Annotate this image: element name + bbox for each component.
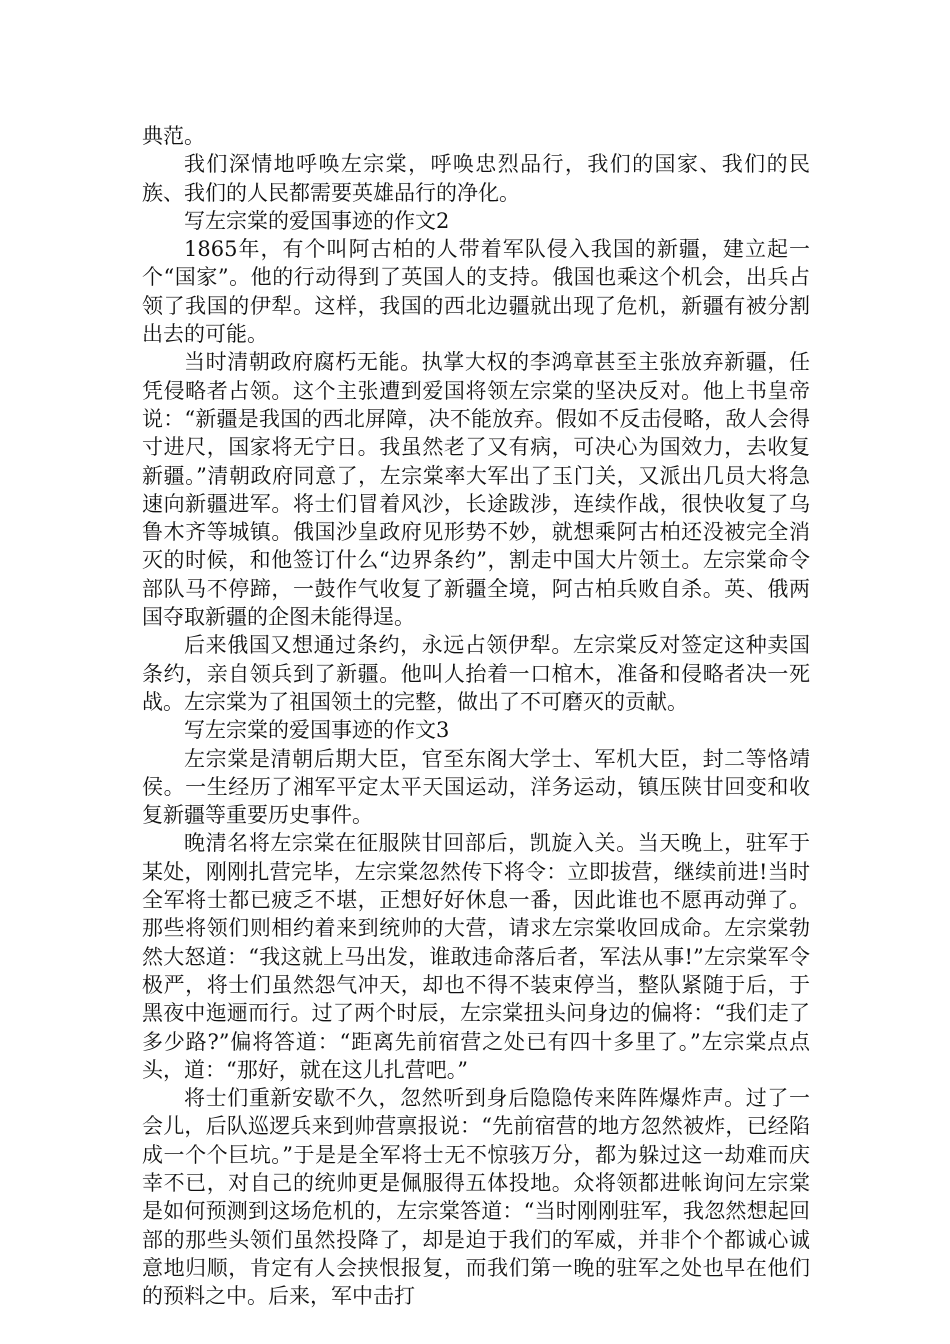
paragraph-ili-treaty: 后来俄国又想通过条约，永远占领伊犁。左宗棠反对签定这种卖国条约，亲自领兵到了新疆。他叫人抬着一口棺木，准备和侵略者决一死战。左宗棠为了祖国领土的完整，做出了不可磨灭的贡献。 (142, 633, 810, 714)
paragraph-call-to-heroism: 我们深情地呼唤左宗棠，呼唤忠烈品行，我们的国家、我们的民族、我们的人民都需要英雄品行的净化。 (142, 152, 810, 205)
paragraph-continuation: 典范。 (142, 124, 205, 148)
paragraph-night-march: 晚清名将左宗棠在征服陕甘回部后，凯旋入关。当天晚上，驻军于某处，刚刚扎营完毕，左宗棠忽然传下将令：立即拔营，继续前进!当时全军将士都已疲乏不堪，正想好好休息一番，因此谁也不愿再动弹了。那些将领们则相约着来到统帅的大营，请求左宗棠收回成命。左宗棠勃然大怒道：“我这就上马出发，谁敢违命落后者，军法从事!”左宗棠军令极严，将士们虽然怨气冲天，却也不得不装束停当，整队紧随于后，于黑夜中迤逦而行。过了两个时辰，左宗棠扭头问身边的偏将：“我们走了多少路?”偏将答道：“距离先前宿营之处已有四十多里了。”左宗棠点点头，道：“那好，就在这儿扎营吧。” (142, 831, 810, 1082)
paragraph-1865-invasion: 1865年，有个叫阿古柏的人带着军队侵入我国的新疆，建立起一个“国家”。他的行动得到了英国人的支持。俄国也乘这个机会，出兵占领了我国的伊犁。这样，我国的西北边疆就出现了危机，新疆有被分割出去的可能。 (142, 237, 810, 347)
paragraph-biography: 左宗棠是清朝后期大臣，官至东阁大学士、军机大臣，封二等恪靖侯。一生经历了湘军平定太平天国运动，洋务运动，镇压陕甘回变和收复新疆等重要历史事件。 (142, 746, 810, 828)
section-heading-essay-2: 写左宗棠的爱国事迹的作文2 (184, 208, 450, 233)
document-body (142, 122, 810, 1310)
paragraph-qing-government: 当时清朝政府腐朽无能。执掌大权的李鸿章甚至主张放弃新疆，任凭侵略者占领。这个主张遭到爱国将领左宗棠的坚决反对。他上书皇帝说：“新疆是我国的西北屏障，决不能放弃。假如不反击侵略，敌人会得寸进尺，国家将无宁日。我虽然老了又有病，可决心为国效力，去收复新疆。”清朝政府同意了，左宗棠率大军出了玉门关，又派出几员大将急速向新疆进军。将士们冒着风沙，长途跋涉，连续作战，很快收复了乌鲁木齐等城镇。俄国沙皇政府见形势不妙，就想乘阿古柏还没被完全消灭的时候，和他签订什么“边界条约”，割走中国大片领土。左宗棠命令部队马不停蹄，一鼓作气收复了新疆全境，阿古柏兵败自杀。英、俄两国夺取新疆的企图未能得逞。 (142, 350, 810, 630)
section-heading-essay-3: 写左宗棠的爱国事迹的作文3 (184, 718, 450, 743)
paragraph-explosion: 将士们重新安歇不久，忽然听到身后隐隐传来阵阵爆炸声。过了一会儿，后队巡逻兵来到帅营禀报说：“先前宿营的地方忽然被炸，已经陷成一个个巨坑。”于是是全军将士无不惊骇万分，都为躲过这一劫难而庆幸不已，对自己的统帅更是佩服得五体投地。众将领都进帐询问左宗棠是如何预测到这场危机的，左宗棠答道：“当时刚刚驻军，我忽然想起回部的那些头领们虽然投降了，却是迫于我们的军威，并非个个都诚心诚意地归顺，肯定有人会挟恨报复，而我们第一晚的驻军之处也早在他们的预料之中。后来，军中击打 (142, 1086, 810, 1309)
